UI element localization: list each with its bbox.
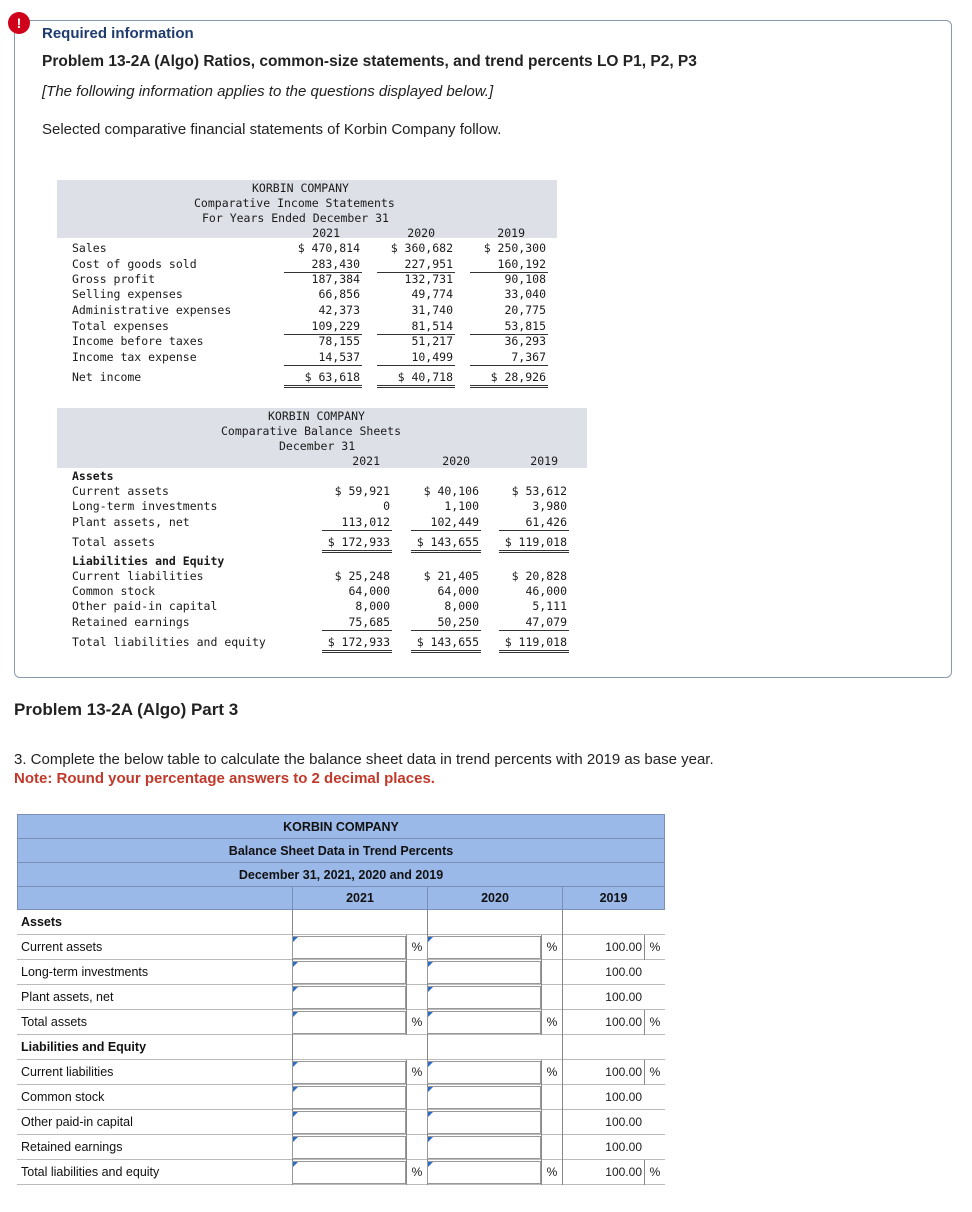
- income-underline: [470, 387, 548, 388]
- trend-base-2019: 100.00: [605, 1115, 642, 1129]
- income-underline: [377, 365, 455, 366]
- income-year-2019: 2019: [497, 226, 525, 240]
- balance-underline: [322, 652, 392, 653]
- income-period: For Years Ended December 31: [202, 211, 389, 225]
- pct-cell: [644, 1160, 664, 1185]
- income-row-label: Gross profit: [72, 272, 156, 286]
- income-row-value: $ 28,926: [490, 370, 546, 384]
- trend-row: [17, 1160, 665, 1185]
- trend-row-label: Current liabilities: [21, 1065, 114, 1079]
- balance-row-value: 3,980: [532, 499, 567, 513]
- income-underline: [470, 365, 548, 366]
- balance-row-value: 50,250: [437, 615, 479, 629]
- income-company: KORBIN COMPANY: [252, 181, 349, 195]
- trend-input-2020[interactable]: [427, 936, 541, 959]
- income-row-label: Sales: [72, 241, 107, 255]
- income-row-value: 78,155: [318, 334, 360, 348]
- income-row-value: 109,229: [311, 319, 360, 333]
- balance-underline: [322, 630, 392, 631]
- balance-row-value: $ 172,933: [327, 635, 390, 649]
- balance-row-label: Other paid-in capital: [72, 599, 218, 613]
- trend-liab-heading: [17, 1035, 665, 1060]
- input-marker-icon: [293, 1112, 298, 1117]
- trend-input-2020[interactable]: [427, 961, 541, 984]
- balance-row-value: $ 172,933: [327, 535, 390, 549]
- pct-sign: %: [411, 1065, 423, 1079]
- trend-input-2020[interactable]: [427, 1011, 541, 1034]
- income-row-value: $ 40,718: [397, 370, 453, 384]
- income-row-value: 51,217: [411, 334, 453, 348]
- income-row-value: 132,731: [404, 272, 453, 286]
- balance-year-2019: 2019: [530, 454, 558, 468]
- trend-input-2021[interactable]: [292, 1086, 406, 1109]
- balance-row-value: 61,426: [525, 515, 567, 529]
- trend-base-2019: 100.00: [605, 1140, 642, 1154]
- income-row-value: 227,951: [404, 257, 453, 271]
- income-row-value: 187,384: [311, 272, 360, 286]
- pct-cell: [406, 1110, 427, 1135]
- income-row-value: 283,430: [311, 257, 360, 271]
- balance-row-value: $ 21,405: [423, 569, 479, 583]
- balance-row-value: $ 53,612: [511, 484, 567, 498]
- pct-cell: [406, 1085, 427, 1110]
- pct-sign: %: [411, 940, 423, 954]
- trend-assets-heading-label: Assets: [21, 915, 62, 929]
- trend-input-2020[interactable]: [427, 1086, 541, 1109]
- pct-cell: [541, 1060, 562, 1085]
- pct-cell: [644, 935, 664, 960]
- input-marker-icon: [428, 962, 433, 967]
- balance-row-label: Plant assets, net: [72, 515, 190, 529]
- pct-sign: %: [546, 940, 558, 954]
- income-underline: [470, 385, 548, 386]
- trend-input-2020[interactable]: [427, 1061, 541, 1084]
- balance-underline: [322, 650, 392, 651]
- balance-row-value: 75,685: [348, 615, 390, 629]
- balance-underline: [411, 652, 481, 653]
- pct-cell: [541, 985, 562, 1010]
- balance-row-label: Total assets: [72, 535, 156, 549]
- trend-input-2021[interactable]: [292, 1161, 406, 1184]
- balance-row-value: 0: [383, 499, 390, 513]
- trend-input-2021[interactable]: [292, 1011, 406, 1034]
- balance-row-value: $ 59,921: [334, 484, 390, 498]
- input-marker-icon: [293, 1012, 298, 1017]
- trend-company: KORBIN COMPANY: [17, 814, 665, 839]
- pct-cell: [406, 1010, 427, 1035]
- pct-sign: %: [411, 1165, 423, 1179]
- balance-row-label: Retained earnings: [72, 615, 190, 629]
- balance-row-value: $ 20,828: [511, 569, 567, 583]
- balance-row-value: $ 40,106: [423, 484, 479, 498]
- input-marker-icon: [293, 987, 298, 992]
- income-row-label: Selling expenses: [72, 287, 183, 301]
- balance-row-value: 5,111: [532, 599, 567, 613]
- question-note: Note: Round your percentage answers to 2 decimal places.: [14, 770, 435, 787]
- input-marker-icon: [293, 1162, 298, 1167]
- balance-underline: [411, 630, 481, 631]
- trend-row: [17, 1085, 665, 1110]
- income-title: Comparative Income Statements: [194, 196, 395, 210]
- income-row-label: Net income: [72, 370, 142, 384]
- balance-row-value: 64,000: [348, 584, 390, 598]
- trend-row: [17, 985, 665, 1010]
- income-row-value: 81,514: [411, 319, 453, 333]
- balance-year-2021: 2021: [352, 454, 380, 468]
- income-underline: [284, 365, 362, 366]
- pct-cell: [406, 935, 427, 960]
- pct-cell: [541, 1135, 562, 1160]
- trend-input-2020[interactable]: [427, 1111, 541, 1134]
- pct-cell: [406, 1060, 427, 1085]
- pct-cell: [541, 1160, 562, 1185]
- trend-base-2019: 100.00: [605, 940, 642, 954]
- pct-sign: %: [649, 1165, 661, 1179]
- column-divider: [427, 1035, 428, 1060]
- income-row-value: 20,775: [504, 303, 546, 317]
- income-row-value: $ 470,814: [297, 241, 360, 255]
- income-row-label: Income before taxes: [72, 334, 204, 348]
- balance-row-value: 102,449: [430, 515, 479, 529]
- input-marker-icon: [428, 1162, 433, 1167]
- trend-assets-heading: [17, 910, 665, 935]
- trend-base-2019: 100.00: [605, 1090, 642, 1104]
- income-row-value: 53,815: [504, 319, 546, 333]
- trend-row: [17, 1135, 665, 1160]
- trend-input-2020[interactable]: [427, 986, 541, 1009]
- balance-underline: [499, 650, 569, 651]
- pct-cell: [406, 1160, 427, 1185]
- pct-sign: %: [546, 1015, 558, 1029]
- required-info-title: Required information: [42, 25, 194, 42]
- income-underline: [284, 387, 362, 388]
- income-row-value: 49,774: [411, 287, 453, 301]
- balance-row-value: 64,000: [437, 584, 479, 598]
- trend-year-header: [17, 886, 665, 910]
- balance-period: December 31: [279, 439, 356, 453]
- input-marker-icon: [293, 937, 298, 942]
- trend-base-2019: 100.00: [605, 990, 642, 1004]
- income-row-value: 7,367: [511, 350, 546, 364]
- input-marker-icon: [428, 1087, 433, 1092]
- input-marker-icon: [293, 1062, 298, 1067]
- pct-sign: %: [546, 1165, 558, 1179]
- balance-row-value: $ 119,018: [504, 635, 567, 649]
- trend-row-label: Total assets: [21, 1015, 88, 1029]
- balance-underline: [411, 552, 481, 553]
- trend-period: December 31, 2021, 2020 and 2019: [17, 862, 665, 887]
- balance-row-value: $ 143,655: [416, 535, 479, 549]
- balance-liab-heading: Liabilities and Equity: [72, 554, 225, 568]
- pct-cell: [406, 960, 427, 985]
- pct-cell: [541, 1110, 562, 1135]
- column-divider: [292, 910, 293, 935]
- balance-company: KORBIN COMPANY: [268, 409, 365, 423]
- trend-row-label: Total liabilities and equity: [21, 1165, 160, 1179]
- balance-underline: [411, 650, 481, 651]
- input-marker-icon: [428, 1062, 433, 1067]
- income-year-2021: 2021: [312, 226, 340, 240]
- pct-cell: [406, 985, 427, 1010]
- balance-row-label: Long-term investments: [72, 499, 218, 513]
- trend-row-label: Other paid-in capital: [21, 1115, 133, 1129]
- trend-liab-heading-label: Liabilities and Equity: [21, 1040, 147, 1054]
- balance-underline: [499, 550, 569, 551]
- income-row-value: 160,192: [497, 257, 546, 271]
- trend-year-blank: [18, 887, 293, 909]
- part-title: Problem 13-2A (Algo) Part 3: [14, 700, 239, 719]
- input-marker-icon: [428, 1012, 433, 1017]
- input-marker-icon: [293, 962, 298, 967]
- pct-sign: %: [649, 1065, 661, 1079]
- income-row-value: 42,373: [318, 303, 360, 317]
- trend-input-2020[interactable]: [427, 1136, 541, 1159]
- balance-row-value: 8,000: [355, 599, 390, 613]
- balance-row-value: 113,012: [341, 515, 390, 529]
- income-row-label: Cost of goods sold: [72, 257, 197, 271]
- pct-sign: %: [546, 1065, 558, 1079]
- trend-base-2019: 100.00: [605, 1015, 642, 1029]
- trend-year-2019: 2019: [599, 891, 628, 905]
- trend-base-2019: 100.00: [605, 1165, 642, 1179]
- income-row-value: $ 250,300: [483, 241, 546, 255]
- trend-input-2021[interactable]: [292, 1136, 406, 1159]
- column-divider: [562, 1035, 563, 1060]
- balance-title: Comparative Balance Sheets: [221, 424, 402, 438]
- balance-row-value: 46,000: [525, 584, 567, 598]
- income-row-value: 66,856: [318, 287, 360, 301]
- trend-input-2021[interactable]: [292, 986, 406, 1009]
- income-row-label: Administrative expenses: [72, 303, 232, 317]
- column-divider: [562, 910, 563, 935]
- trend-row-label: Retained earnings: [21, 1140, 123, 1154]
- input-marker-icon: [293, 1137, 298, 1142]
- pct-sign: %: [411, 1015, 423, 1029]
- trend-input-2020[interactable]: [427, 1161, 541, 1184]
- balance-row-value: 8,000: [444, 599, 479, 613]
- balance-row-value: $ 119,018: [504, 535, 567, 549]
- pct-cell: [541, 960, 562, 985]
- intro-text: Selected comparative financial statements of Korbin Company follow.: [42, 121, 502, 138]
- balance-underline: [499, 552, 569, 553]
- income-row-value: 14,537: [318, 350, 360, 364]
- trend-base-2019: 100.00: [605, 1065, 642, 1079]
- trend-row: [17, 1010, 665, 1035]
- trend-input-2021[interactable]: [292, 936, 406, 959]
- balance-underline: [499, 530, 569, 531]
- trend-row: [17, 1110, 665, 1135]
- income-row-value: 36,293: [504, 334, 546, 348]
- balance-year-2020: 2020: [442, 454, 470, 468]
- balance-row-label: Current liabilities: [72, 569, 204, 583]
- income-row-value: $ 63,618: [304, 370, 360, 384]
- balance-underline: [322, 552, 392, 553]
- info-note: [The following information applies to the questions displayed below.]: [42, 83, 494, 100]
- trend-year-2020: 2020: [428, 887, 563, 909]
- balance-underline: [411, 530, 481, 531]
- income-row-value: 90,108: [504, 272, 546, 286]
- income-underline: [284, 385, 362, 386]
- balance-underline: [499, 652, 569, 653]
- pct-sign: %: [649, 1015, 661, 1029]
- income-underline: [377, 385, 455, 386]
- input-marker-icon: [428, 987, 433, 992]
- income-row-label: Income tax expense: [72, 350, 197, 364]
- input-marker-icon: [428, 937, 433, 942]
- pct-cell: [644, 1010, 664, 1035]
- trend-input-2021[interactable]: [292, 961, 406, 984]
- balance-row-label: Common stock: [72, 584, 156, 598]
- pct-cell: [406, 1135, 427, 1160]
- income-underline: [377, 387, 455, 388]
- income-row-value: $ 360,682: [390, 241, 453, 255]
- pct-cell: [541, 1010, 562, 1035]
- trend-row-label: Plant assets, net: [21, 990, 114, 1004]
- trend-year-2021: 2021: [293, 887, 428, 909]
- balance-row-value: 47,079: [525, 615, 567, 629]
- balance-assets-heading: Assets: [72, 469, 114, 483]
- trend-row-label: Common stock: [21, 1090, 105, 1104]
- question-text: 3. Complete the below table to calculate the balance sheet data in trend percents with 2019 as base year.: [14, 751, 714, 768]
- alert-icon: !: [8, 12, 30, 34]
- trend-base-2019: 100.00: [605, 965, 642, 979]
- balance-row-value: 1,100: [444, 499, 479, 513]
- balance-underline: [322, 550, 392, 551]
- balance-row-value: $ 143,655: [416, 635, 479, 649]
- input-marker-icon: [293, 1087, 298, 1092]
- pct-sign: %: [649, 940, 661, 954]
- trend-input-2021[interactable]: [292, 1111, 406, 1134]
- balance-row-label: Current assets: [72, 484, 169, 498]
- problem-title: Problem 13-2A (Algo) Ratios, common-size statements, and trend percents LO P1, P2, P3: [42, 53, 697, 70]
- trend-row-label: Long-term investments: [21, 965, 149, 979]
- balance-underline: [411, 550, 481, 551]
- income-row-value: 31,740: [411, 303, 453, 317]
- trend-row: [17, 1060, 665, 1085]
- pct-cell: [541, 1085, 562, 1110]
- trend-title: Balance Sheet Data in Trend Percents: [17, 838, 665, 863]
- balance-underline: [499, 630, 569, 631]
- balance-row-value: $ 25,248: [334, 569, 390, 583]
- input-marker-icon: [428, 1137, 433, 1142]
- column-divider: [292, 1035, 293, 1060]
- balance-underline: [322, 530, 392, 531]
- income-row-value: 33,040: [504, 287, 546, 301]
- pct-cell: [541, 935, 562, 960]
- input-marker-icon: [428, 1112, 433, 1117]
- income-year-2020: 2020: [407, 226, 435, 240]
- trend-row-label: Current assets: [21, 940, 103, 954]
- pct-cell: [644, 1060, 664, 1085]
- trend-input-2021[interactable]: [292, 1061, 406, 1084]
- income-row-value: 10,499: [411, 350, 453, 364]
- column-divider: [427, 910, 428, 935]
- balance-row-label: Total liabilities and equity: [72, 635, 266, 649]
- income-row-label: Total expenses: [72, 319, 169, 333]
- trend-row: [17, 935, 665, 960]
- trend-row: [17, 960, 665, 985]
